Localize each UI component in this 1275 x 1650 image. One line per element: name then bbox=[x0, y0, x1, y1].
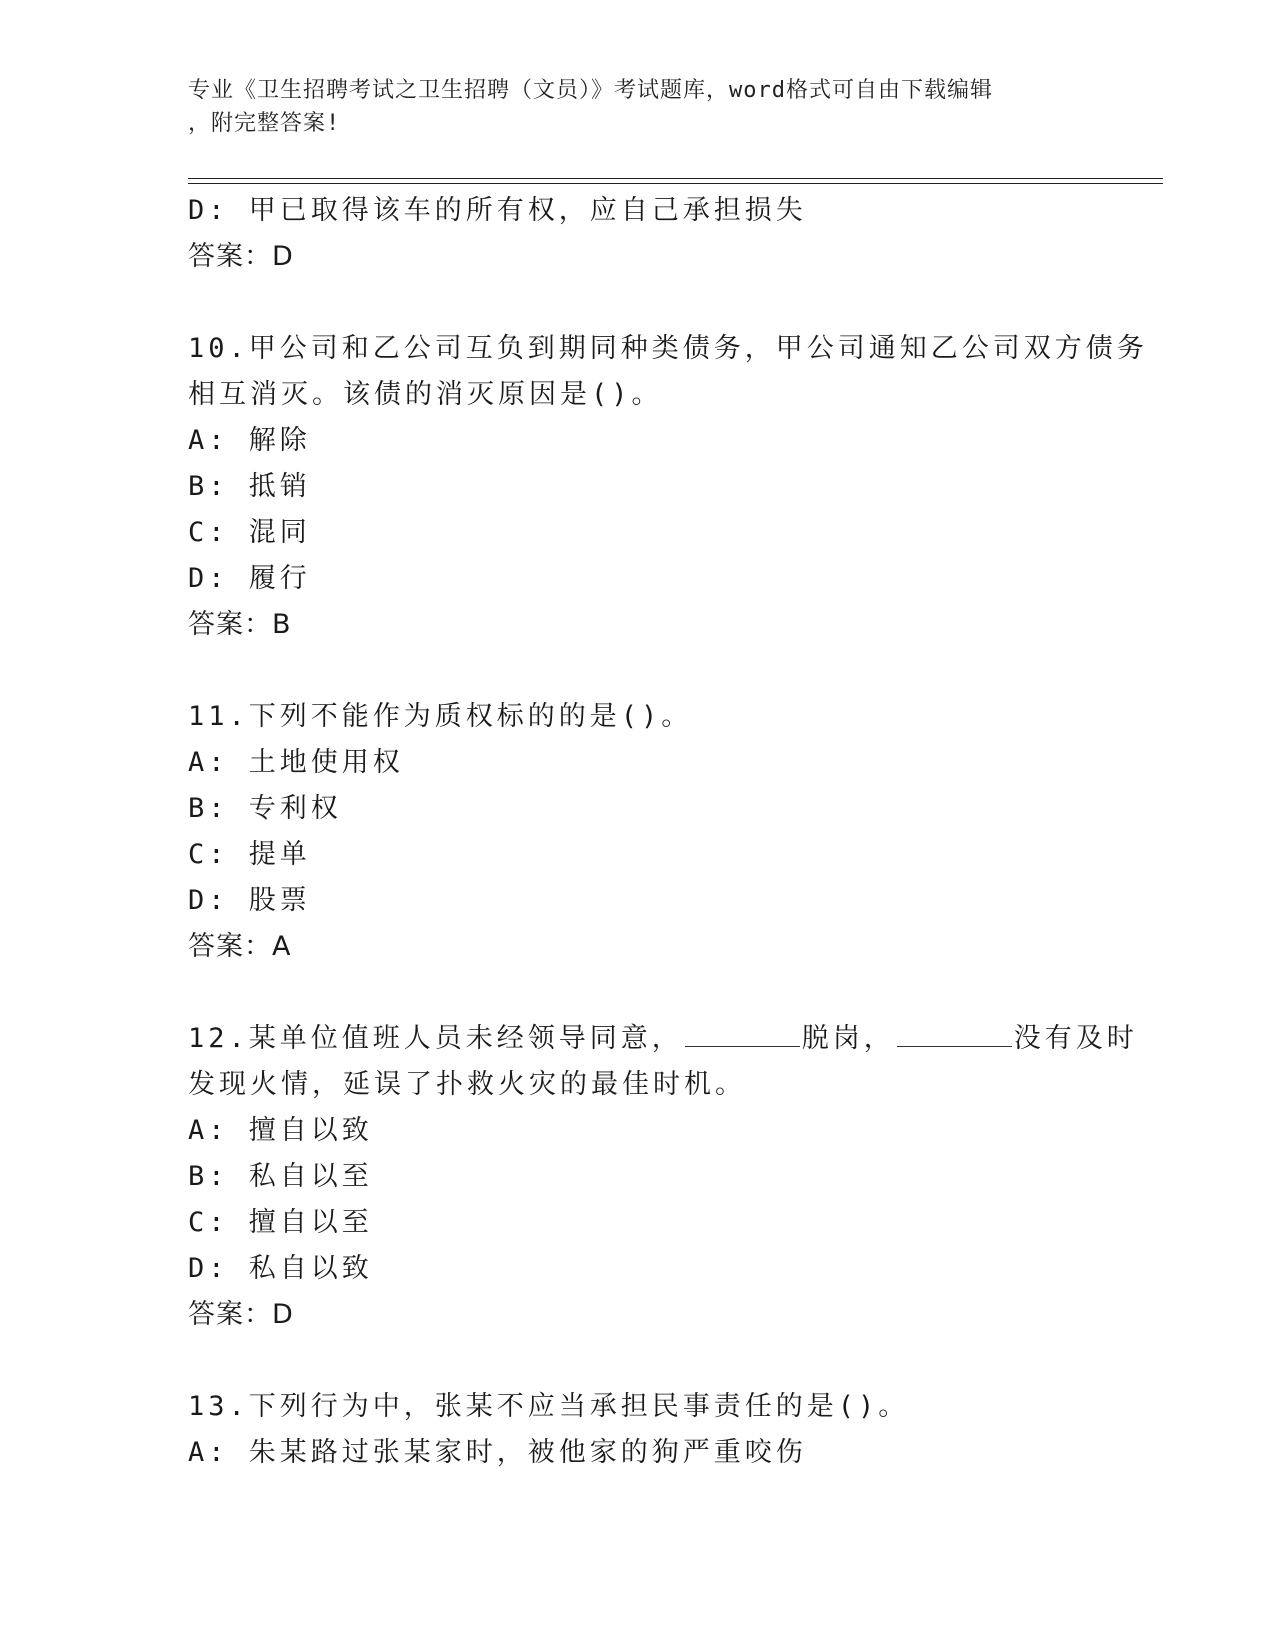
option-d: D: 股票 bbox=[188, 885, 311, 916]
option-c: C: 提单 bbox=[188, 839, 311, 870]
option-b: B: 专利权 bbox=[188, 793, 342, 824]
fill-blank bbox=[685, 1022, 800, 1047]
question-stem-line: 11.下列不能作为质权标的的是()。 bbox=[188, 701, 693, 732]
option-d: D: 甲已取得该车的所有权，应自己承担损失 bbox=[188, 195, 807, 226]
header-rule-top bbox=[188, 178, 1163, 179]
option-d: D: 履行 bbox=[188, 563, 311, 594]
document-body bbox=[188, 188, 1148, 1476]
header-line-1: 专业《卫生招聘考试之卫生招聘（文员）》考试题库，word格式可自由下载编辑 bbox=[188, 78, 993, 103]
option-a: A: 朱某路过张某家时，被他家的狗严重咬伤 bbox=[188, 1437, 807, 1468]
question-stem-line bbox=[188, 1016, 1138, 1062]
answer-line: 答案：B bbox=[188, 609, 292, 640]
header-rule-bottom bbox=[188, 183, 1163, 184]
answer-line: 答案：A bbox=[188, 931, 292, 962]
question-9-fragment bbox=[188, 188, 1088, 280]
question-stem-line: 相互消灭。该债的消灭原因是()。 bbox=[188, 379, 663, 410]
header-line-2: ，附完整答案! bbox=[188, 111, 341, 136]
question-stem-line: 发现火情，延误了扑救火灾的最佳时机。 bbox=[188, 1069, 746, 1100]
option-c: C: 混同 bbox=[188, 517, 311, 548]
option-b: B: 私自以至 bbox=[188, 1161, 373, 1192]
question-10 bbox=[188, 326, 1148, 648]
option-d: D: 私自以致 bbox=[188, 1253, 373, 1284]
answer-line: 答案：D bbox=[188, 1299, 294, 1330]
question-stem-line: 10.甲公司和乙公司互负到期同种类债务，甲公司通知乙公司双方债务 bbox=[188, 333, 1148, 364]
stem-part: 脱岗， bbox=[801, 1023, 895, 1054]
fill-blank bbox=[897, 1022, 1012, 1047]
stem-part: 12.某单位值班人员未经领导同意， bbox=[188, 1023, 683, 1054]
option-a: A: 解除 bbox=[188, 425, 311, 456]
document-header bbox=[188, 74, 1088, 140]
question-13 bbox=[188, 1384, 1088, 1476]
question-11 bbox=[188, 694, 1088, 970]
answer-line: 答案：D bbox=[188, 241, 294, 272]
stem-part: 没有及时 bbox=[1013, 1023, 1138, 1054]
question-stem-line: 13.下列行为中，张某不应当承担民事责任的是()。 bbox=[188, 1391, 910, 1422]
question-12 bbox=[188, 1016, 1138, 1338]
option-b: B: 抵销 bbox=[188, 471, 311, 502]
option-a: A: 擅自以致 bbox=[188, 1115, 373, 1146]
option-a: A: 土地使用权 bbox=[188, 747, 404, 778]
option-c: C: 擅自以至 bbox=[188, 1207, 373, 1238]
